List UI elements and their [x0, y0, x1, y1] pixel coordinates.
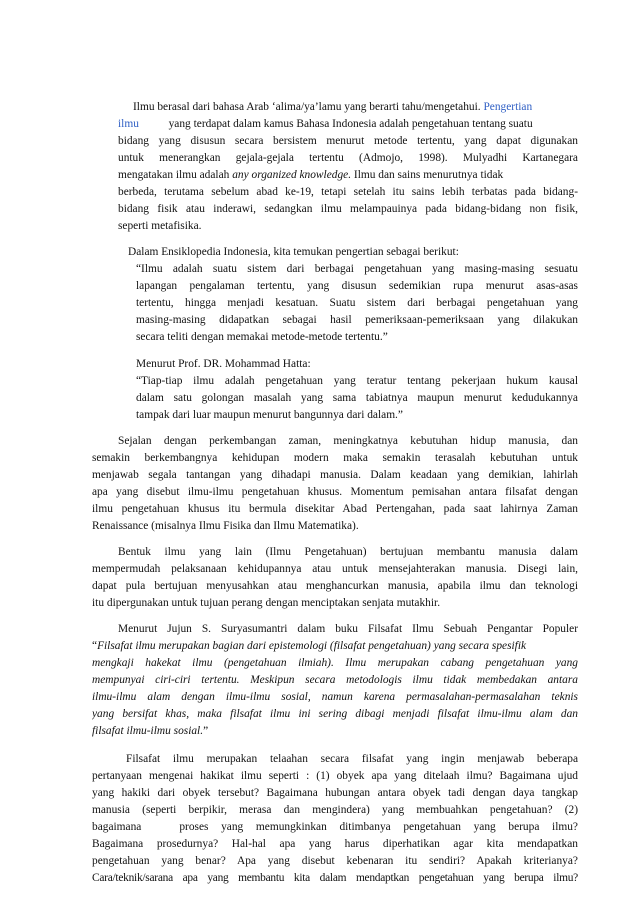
paragraph-6-line-6: filsafat ilmu-ilmu sosial.” — [92, 725, 209, 737]
ensiklopedia-quote-line-2: lapangan pengalaman tertentu, yang disusun sedemikian rupa menurut asas-asas — [136, 280, 578, 292]
pengertian-link[interactable]: Pengertian — [483, 101, 533, 113]
ensiklopedia-intro: Dalam Ensiklopedia Indonesia, kita temukan pengertian sebagai berikut: — [128, 246, 459, 258]
paragraph-1-line-1 — [133, 100, 578, 115]
paragraph-4-line-2: semakin berkembangnya kehidupan modern maka semakin terasalah kebutuhan untuk — [92, 452, 578, 464]
paragraph-1-text: Ilmu berasal dari bahasa Arab ‘alima/ya’lamu yang berarti tahu/mengetahui. — [133, 101, 481, 113]
paragraph-5-line-1: Bentuk ilmu yang lain (Ilmu Pengetahuan) bertujuan membantu manusia dalam — [118, 546, 578, 558]
ensiklopedia-quote-line-5: secara teliti dengan memakai metode-metode tertentu.” — [136, 331, 388, 343]
hatta-intro: Menurut Prof. DR. Mohammad Hatta: — [136, 358, 311, 370]
paragraph-7-line-8: Cara/teknik/sarana apa yang membantu kita dalam mendaptkan pengetahuan yang berupa ilmu? — [92, 872, 578, 884]
paragraph-1-text: yang terdapat dalam kamus Bahasa Indonesia adalah pengetahuan tentang suatu — [168, 118, 533, 130]
paragraph-5-line-4: itu dipergunakan untuk tujuan perang dengan menciptakan senjata mutakhir. — [92, 597, 441, 609]
paragraph-1-line-6: berbeda, terutama sebelum abad ke-19, tetapi setelah itu sains lebih terbatas pada bidang- — [118, 186, 578, 198]
paragraph-1-line-2 — [118, 117, 578, 132]
paragraph-1-line-8: seperti metafisika. — [118, 220, 202, 232]
paragraph-6-lead: Menurut Jujun S. Suryasumantri dalam buku Filsafat Ilmu Sebuah Pengantar Populer — [118, 623, 578, 635]
paragraph-1-line-3: bidang yang disusun secara bersistem menurut metode tertentu, yang dapat digunakan — [118, 135, 578, 147]
emphasis-text: any organized knowledge. — [232, 169, 352, 181]
hatta-quote-line-3: tampak dari luar maupun menurut bangunnya dari dalam.” — [136, 409, 403, 421]
paragraph-7-line-7: pengetahuan yang benar? Apa yang disebut kebenaran itu sendiri? Apakah kriterianya? — [92, 855, 578, 867]
paragraph-6-line-5: yang bersifat khas, maka filsafat ilmu ini sering dibagi menjadi filsafat ilmu-ilmu alam dan — [92, 708, 578, 720]
paragraph-4-line-5: ilmu pengetahuan khusus itu bermula disekitar Abad Pertengahan, pada saat lahirnya Zaman — [92, 503, 578, 515]
paragraph-7-line-6: Bagaimana prosedurnya? Hal-hal apa yang harus diperhatikan agar kita mendapatkan — [92, 838, 578, 850]
paragraph-7-line-1: Filsafat ilmu merupakan telaahan secara filsafat yang ingin menjawab beberapa — [126, 753, 578, 765]
hatta-quote-line-1: “Tiap-tiap ilmu adalah pengetahuan yang teratur tentang pekerjaan hukum kausal — [136, 375, 578, 387]
paragraph-4-line-1: Sejalan dengan perkembangan zaman, meningkatnya kebutuhan hidup manusia, dan — [118, 435, 578, 447]
ilmu-link[interactable]: ilmu — [118, 118, 139, 130]
paragraph-5-line-3: dapat pula bertujuan menyusahkan atau menghancurkan manusia, apabila ilmu dan teknologi — [92, 580, 578, 592]
paragraph-1-line-7: bidang fisik atau inderawi, sedangkan ilmu melampauinya pada bidang-bidang non fisik, — [118, 203, 578, 215]
ensiklopedia-quote-line-4: masing-masing didapatkan sebagai hasil pemeriksaan-pemeriksaan yang dilakukan — [136, 314, 578, 326]
paragraph-7-line-3: yang hakiki dari obyek tersebut? Bagaimana hubungan antara obyek tadi dengan daya tangkap — [92, 787, 578, 799]
paragraph-7-line-4: manusia (seperti berpikir, merasa dan mengindera) yang membuahkan pengetahuan? (2) — [92, 804, 578, 816]
hatta-quote-line-2: dalam satu golongan masalah yang sama tabiatnya maupun menurut kedudukannya — [136, 392, 578, 404]
paragraph-7-line-5: bagaimana proses yang memungkinkan ditimbanya pengetahuan yang berupa ilmu? — [92, 821, 578, 833]
paragraph-5-line-2: mempermudah pelaksanaan kehidupannya atau untuk mensejahterakan manusia. Disegi lain, — [92, 563, 578, 575]
paragraph-4-line-3: menjawab segala tantangan yang dihadapi manusia. Dalam keadaan yang demikian, lahirlah — [92, 469, 578, 481]
paragraph-1-line-4: untuk menerangkan gejala-gejala tertentu (Admojo, 1998). Mulyadhi Kartanegara — [118, 152, 578, 164]
paragraph-6-line-4: ilmu-ilmu alam dengan ilmu-ilmu sosial, namun karena permasalahan-permasalahan teknis — [92, 691, 578, 703]
ensiklopedia-quote-line-1: “Ilmu adalah suatu sistem dari berbagai pengetahuan yang masing-masing sesuatu — [136, 263, 578, 275]
paragraph-6-line-2: mengkaji hakekat ilmu (pengetahuan ilmiah). Ilmu merupakan cabang pengetahuan yang — [92, 657, 578, 669]
ensiklopedia-quote-line-3: tertentu, hingga menjadi kesatuan. Suatu sistem dari berbagai pengetahuan yang — [136, 297, 578, 309]
paragraph-6-line-1: “Filsafat ilmu merupakan bagian dari epistemologi (filsafat pengetahuan) yang secara spesifik — [92, 640, 527, 652]
paragraph-1-line-5: mengatakan ilmu adalah any organized knowledge. Ilmu dan sains menurutnya tidak — [118, 169, 504, 181]
paragraph-4-line-4: apa yang disebut ilmu-ilmu pengetahuan khusus. Momentum pemisahan antara filsafat dengan — [92, 486, 578, 498]
paragraph-7-line-2: pertanyaan mengenai hakikat ilmu seperti : (1) obyek apa yang ditelaah ilmu? Bagaimana ujud — [92, 770, 578, 782]
paragraph-4-line-6: Renaissance (misalnya Ilmu Fisika dan Ilmu Matematika). — [92, 520, 359, 532]
paragraph-6-line-3: mempunyai ciri-ciri tertentu. Meskipun secara metodologis ilmu tidak membedakan antara — [92, 674, 578, 686]
